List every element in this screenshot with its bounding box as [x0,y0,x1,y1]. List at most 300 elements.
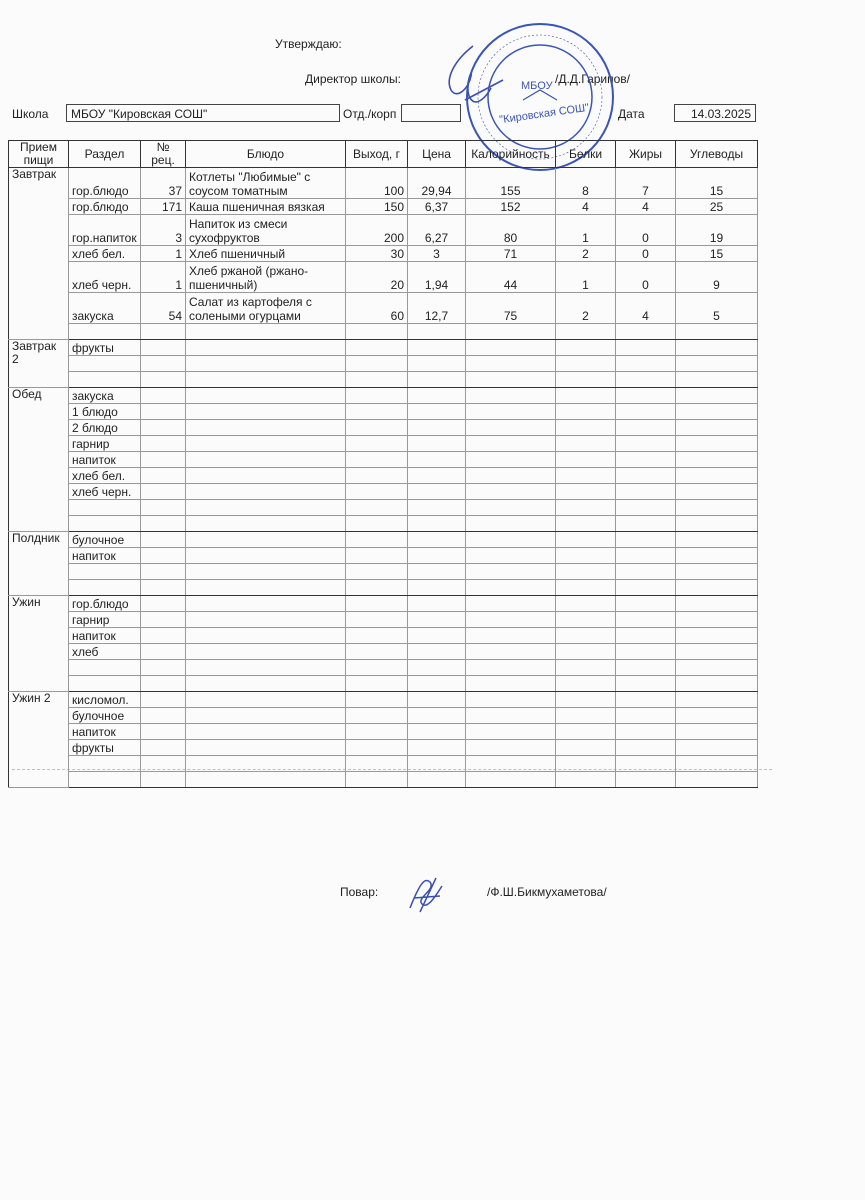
out-cell [346,612,408,628]
kcal-cell [466,740,556,756]
price-cell [408,516,466,532]
rec-cell [141,340,186,356]
kcal-cell: 152 [466,199,556,215]
f-cell [616,436,676,452]
f-cell [616,484,676,500]
f-cell: 0 [616,246,676,262]
section-cell: хлеб черн. [69,484,141,500]
section-cell: закуска [69,388,141,404]
p-cell [556,564,616,580]
c-cell [676,772,758,788]
f-cell [616,660,676,676]
table-row [9,628,758,644]
price-cell: 6,27 [408,215,466,246]
dish-cell [186,356,346,372]
approve-label: Утверждаю: [275,37,342,51]
dish-cell [186,484,346,500]
table-row [9,356,758,372]
price-cell: 1,94 [408,262,466,293]
section-cell: хлеб бел. [69,246,141,262]
out-cell [346,692,408,708]
kcal-cell [466,628,556,644]
price-cell: 3 [408,246,466,262]
p-cell [556,324,616,340]
price-cell [408,724,466,740]
p-cell [556,724,616,740]
p-cell [556,404,616,420]
p-cell [556,644,616,660]
table-row [9,580,758,596]
p-cell [556,708,616,724]
section-cell: фрукты [69,740,141,756]
c-cell [676,708,758,724]
table-row [9,660,758,676]
price-cell [408,596,466,612]
section-cell: гор.блюдо [69,168,141,199]
rec-cell [141,596,186,612]
out-cell [346,772,408,788]
kcal-cell [466,580,556,596]
meal-name: Ужин [9,596,69,692]
c-cell [676,676,758,692]
p-cell [556,548,616,564]
date-field[interactable]: 14.03.2025 [674,104,756,122]
table-row [9,293,758,324]
f-cell: 0 [616,262,676,293]
out-cell [346,580,408,596]
dish-cell [186,740,346,756]
p-cell [556,340,616,356]
out-cell [346,388,408,404]
section-cell: булочное [69,708,141,724]
p-cell: 2 [556,246,616,262]
dish-cell [186,388,346,404]
cook-label: Повар: [340,885,379,899]
out-cell [346,324,408,340]
meal-name: Обед [9,388,69,532]
cook-signature-icon [400,868,450,918]
price-cell [408,676,466,692]
table-row [9,199,758,215]
kcal-cell [466,420,556,436]
out-cell [346,404,408,420]
column-header: Цена [408,141,466,168]
out-cell: 30 [346,246,408,262]
c-cell [676,660,758,676]
rec-cell [141,436,186,452]
dish-cell: Хлеб пшеничный [186,246,346,262]
section-cell: булочное [69,532,141,548]
kcal-cell [466,772,556,788]
rec-cell: 1 [141,246,186,262]
p-cell [556,356,616,372]
price-cell [408,692,466,708]
p-cell [556,420,616,436]
price-cell [408,452,466,468]
table-row [9,388,758,404]
f-cell: 0 [616,215,676,246]
rec-cell [141,388,186,404]
c-cell [676,740,758,756]
rec-cell [141,356,186,372]
price-cell [408,660,466,676]
menu-table [8,140,758,788]
column-header: № рец. [141,141,186,168]
f-cell [616,404,676,420]
f-cell [616,324,676,340]
p-cell [556,468,616,484]
dish-cell: Салат из картофеля с солеными огурцами [186,293,346,324]
section-cell [69,772,141,788]
c-cell: 15 [676,168,758,199]
column-header: Блюдо [186,141,346,168]
c-cell [676,452,758,468]
rec-cell [141,692,186,708]
column-header: Калорийность [466,141,556,168]
p-cell [556,660,616,676]
c-cell [676,340,758,356]
out-cell [346,356,408,372]
price-cell [408,404,466,420]
c-cell [676,372,758,388]
p-cell: 8 [556,168,616,199]
f-cell [616,580,676,596]
out-cell: 200 [346,215,408,246]
section-cell [69,356,141,372]
rec-cell [141,516,186,532]
c-cell [676,484,758,500]
dish-cell [186,708,346,724]
stamp-top-text: МБОУ [521,80,553,92]
f-cell [616,692,676,708]
out-cell [346,564,408,580]
section-cell: хлеб черн. [69,262,141,293]
f-cell [616,340,676,356]
f-cell: 4 [616,199,676,215]
price-cell [408,612,466,628]
table-row [9,436,758,452]
dish-cell [186,500,346,516]
rec-cell: 1 [141,262,186,293]
p-cell [556,692,616,708]
section-cell: гор.блюдо [69,596,141,612]
c-cell: 15 [676,246,758,262]
f-cell [616,564,676,580]
c-cell [676,692,758,708]
dish-cell [186,324,346,340]
c-cell [676,516,758,532]
section-cell: фрукты [69,340,141,356]
c-cell: 25 [676,199,758,215]
price-cell: 29,94 [408,168,466,199]
kcal-cell [466,644,556,660]
meal-name: Завтрак [9,168,69,340]
p-cell [556,740,616,756]
table-row [9,548,758,564]
c-cell [676,532,758,548]
rec-cell: 54 [141,293,186,324]
p-cell [556,580,616,596]
table-row [9,340,758,356]
kcal-cell [466,388,556,404]
dish-cell [186,580,346,596]
dish-cell [186,436,346,452]
director-name: /Д.Д.Гарипов/ [555,72,631,86]
rec-cell [141,644,186,660]
rec-cell: 3 [141,215,186,246]
kcal-cell [466,548,556,564]
price-cell [408,708,466,724]
rec-cell [141,324,186,340]
section-cell [69,500,141,516]
dish-cell [186,724,346,740]
section-cell [69,516,141,532]
f-cell [616,372,676,388]
kcal-cell [466,356,556,372]
rec-cell [141,484,186,500]
section-cell: 1 блюдо [69,404,141,420]
c-cell [676,404,758,420]
rec-cell [141,676,186,692]
price-cell [408,340,466,356]
price-cell [408,580,466,596]
f-cell [616,452,676,468]
section-cell: кисломол. [69,692,141,708]
meal-name: Завтрак 2 [9,340,69,388]
table-row [9,246,758,262]
rec-cell [141,708,186,724]
table-row [9,215,758,246]
school-field[interactable]: МБОУ "Кировская СОШ" [66,104,340,122]
f-cell [616,468,676,484]
table-row [9,772,758,788]
p-cell [556,772,616,788]
out-cell: 100 [346,168,408,199]
f-cell [616,548,676,564]
p-cell [556,596,616,612]
table-row [9,596,758,612]
c-cell [676,644,758,660]
rec-cell [141,372,186,388]
kcal-cell [466,564,556,580]
dish-cell: Каша пшеничная вязкая [186,199,346,215]
section-cell: напиток [69,628,141,644]
p-cell [556,532,616,548]
kcal-cell [466,468,556,484]
rec-cell [141,612,186,628]
out-cell [346,676,408,692]
price-cell [408,500,466,516]
p-cell [556,436,616,452]
kcal-cell [466,708,556,724]
out-cell [346,452,408,468]
table-row [9,262,758,293]
kcal-cell [466,452,556,468]
price-cell [408,532,466,548]
rec-cell: 171 [141,199,186,215]
kcal-cell [466,660,556,676]
out-cell [346,484,408,500]
price-cell [408,420,466,436]
out-cell [346,628,408,644]
out-cell: 20 [346,262,408,293]
kcal-cell [466,372,556,388]
out-cell [346,436,408,452]
price-cell [408,644,466,660]
stamp-center-text: "Кировская СОШ" [498,101,590,127]
rec-cell [141,452,186,468]
price-cell [408,468,466,484]
f-cell [616,628,676,644]
table-row [9,644,758,660]
table-row [9,516,758,532]
rec-cell [141,564,186,580]
f-cell [616,420,676,436]
table-row [9,532,758,548]
f-cell [616,500,676,516]
table-row [9,452,758,468]
dish-cell [186,612,346,628]
c-cell [676,420,758,436]
out-cell: 60 [346,293,408,324]
p-cell [556,628,616,644]
scan-artifact-line [12,769,772,770]
c-cell: 5 [676,293,758,324]
table-row [9,324,758,340]
price-cell [408,372,466,388]
price-cell [408,356,466,372]
price-cell [408,628,466,644]
table-row [9,168,758,199]
dish-cell [186,628,346,644]
f-cell [616,516,676,532]
dish-cell [186,404,346,420]
table-row [9,500,758,516]
rec-cell [141,660,186,676]
section-cell: 2 блюдо [69,420,141,436]
kcal-cell [466,404,556,420]
section-cell: гарнир [69,436,141,452]
rec-cell [141,580,186,596]
rec-cell [141,548,186,564]
kcal-cell [466,724,556,740]
c-cell [676,548,758,564]
f-cell [616,740,676,756]
rec-cell [141,724,186,740]
section-cell: гарнир [69,612,141,628]
kcal-cell [466,516,556,532]
c-cell [676,628,758,644]
p-cell [556,516,616,532]
rec-cell: 37 [141,168,186,199]
school-label: Школа [12,107,49,121]
dish-cell [186,516,346,532]
table-header-row [9,141,758,168]
kcal-cell [466,612,556,628]
dish-cell: Напиток из смеси сухофруктов [186,215,346,246]
rec-cell [141,500,186,516]
f-cell [616,356,676,372]
f-cell [616,612,676,628]
column-header: Выход, г [346,141,408,168]
section-cell: напиток [69,724,141,740]
section-cell: гор.блюдо [69,199,141,215]
out-cell [346,708,408,724]
out-cell: 150 [346,199,408,215]
f-cell [616,772,676,788]
p-cell: 1 [556,262,616,293]
column-header: Белки [556,141,616,168]
c-cell [676,500,758,516]
dish-cell [186,548,346,564]
out-cell [346,500,408,516]
out-cell [346,740,408,756]
section-cell [69,564,141,580]
c-cell [676,388,758,404]
out-cell [346,548,408,564]
column-header: Прием пищи [9,141,69,168]
c-cell [676,468,758,484]
section-cell [69,660,141,676]
table-row [9,420,758,436]
meal-name: Полдник [9,532,69,596]
section-cell: закуска [69,293,141,324]
dish-cell [186,452,346,468]
c-cell [676,580,758,596]
column-header: Углеводы [676,141,758,168]
table-row [9,564,758,580]
column-header: Жиры [616,141,676,168]
price-cell [408,388,466,404]
f-cell [616,596,676,612]
rec-cell [141,404,186,420]
dish-cell [186,660,346,676]
c-cell [676,596,758,612]
f-cell [616,708,676,724]
section-cell: гор.напиток [69,215,141,246]
table-row [9,612,758,628]
section-cell [69,580,141,596]
meal-name: Ужин 2 [9,692,69,788]
kcal-cell [466,324,556,340]
section-cell [69,676,141,692]
f-cell [616,388,676,404]
kcal-cell [466,596,556,612]
section-cell: хлеб [69,644,141,660]
dish-cell [186,564,346,580]
price-cell [408,772,466,788]
out-cell [346,516,408,532]
p-cell [556,484,616,500]
kcal-cell: 155 [466,168,556,199]
kcal-cell [466,436,556,452]
rec-cell [141,740,186,756]
table-row [9,484,758,500]
price-cell [408,740,466,756]
p-cell: 2 [556,293,616,324]
out-cell [346,372,408,388]
kcal-cell [466,692,556,708]
f-cell [616,676,676,692]
out-cell [346,340,408,356]
dish-cell [186,468,346,484]
c-cell [676,564,758,580]
price-cell [408,548,466,564]
dish-cell [186,532,346,548]
dish-cell: Хлеб ржаной (ржано-пшеничный) [186,262,346,293]
kcal-cell: 80 [466,215,556,246]
dish-cell [186,372,346,388]
